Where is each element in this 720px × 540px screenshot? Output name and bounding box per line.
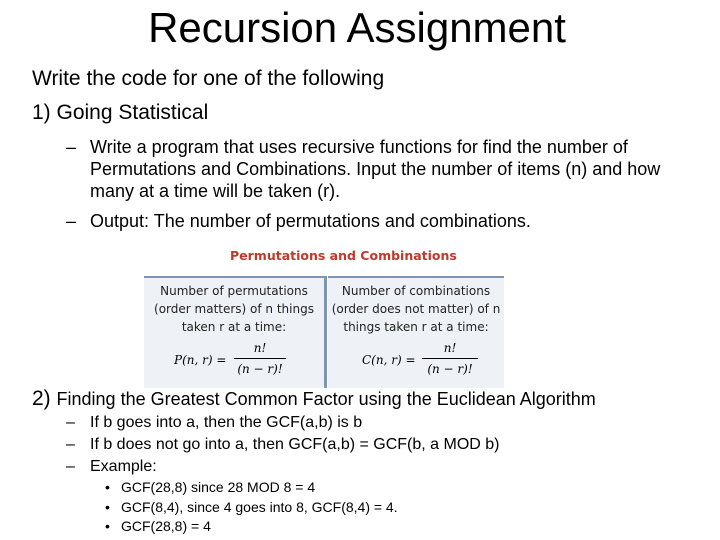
formula-denominator: (n − r)! [237,362,283,376]
formula-fraction [422,340,478,377]
bullet-text: Output: The number of permutations and combinations. [90,211,531,231]
slide-title: Recursion Assignment [148,4,566,51]
formula-numerator: n! [443,341,457,355]
dash-marker: – [66,414,75,431]
bullet-text: Example: [90,458,157,475]
item2-heading-text: Finding the Greatest Common Factor using the Euclidean Algorithm [56,389,596,409]
item1-bullet-1 [66,136,686,202]
desc-line: Number of permutations [160,284,308,298]
bullet-dot: • [105,499,110,515]
desc-line: taken r at a time: [181,320,287,334]
dash-marker: – [66,436,75,453]
fraction-bar [234,358,286,359]
dash-marker: – [66,458,75,475]
item2-bullet-1 [66,412,362,434]
desc-line: (order matters) of n things [154,302,314,316]
item2-bullet-3 [66,456,157,478]
example-item-3 [105,516,211,536]
intro-text: Write the code for one of the following [32,67,385,90]
formula-lhs: P(n, r) = [174,353,227,367]
permutations-formula [144,340,324,380]
combinations-formula [328,340,504,380]
item2-bullet-2 [66,434,500,456]
example-text: GCF(28,8) = 4 [121,518,211,534]
formula-fraction [234,340,286,377]
bullet-text: If b goes into a, then the GCF(a,b) is b [90,414,363,431]
desc-line: things taken r at a time: [343,320,489,334]
item2-number: 2) [32,387,51,410]
item1-heading: 1) Going Statistical [32,101,209,124]
dash-marker: – [66,211,77,231]
formula-denominator: (n − r)! [427,362,473,376]
fraction-bar [422,358,478,359]
example-item-2 [105,497,398,517]
permutations-panel [144,276,327,388]
item1-bullet-2 [66,210,686,232]
formula-numerator: n! [253,341,267,355]
example-item-1 [105,477,315,497]
desc-line: (order does not matter) of n [331,302,501,316]
permutations-description [144,282,324,336]
bullet-dot: • [105,518,110,534]
figure-title: Permutations and Combinations [230,248,457,263]
bullet-text: Write a program that uses recursive functions for find the number of Permutations and Combinations. Input the number of items (n) and how many at a time will be taken (r). [90,137,661,201]
formula-lhs: C(n, r) = [362,353,416,367]
example-text: GCF(8,4), since 4 goes into 8, GCF(8,4) = 4. [121,499,398,515]
combinations-panel [328,276,504,388]
item2-heading [32,386,712,412]
desc-line: Number of combinations [341,284,491,298]
bullet-text: If b does not go into a, then GCF(a,b) = GCF(b, a MOD b) [90,436,500,453]
combinations-description [328,282,504,336]
example-text: GCF(28,8) since 28 MOD 8 = 4 [121,479,316,495]
permutations-combinations-figure [144,244,504,384]
bullet-dot: • [105,479,110,495]
dash-marker: – [66,137,77,157]
